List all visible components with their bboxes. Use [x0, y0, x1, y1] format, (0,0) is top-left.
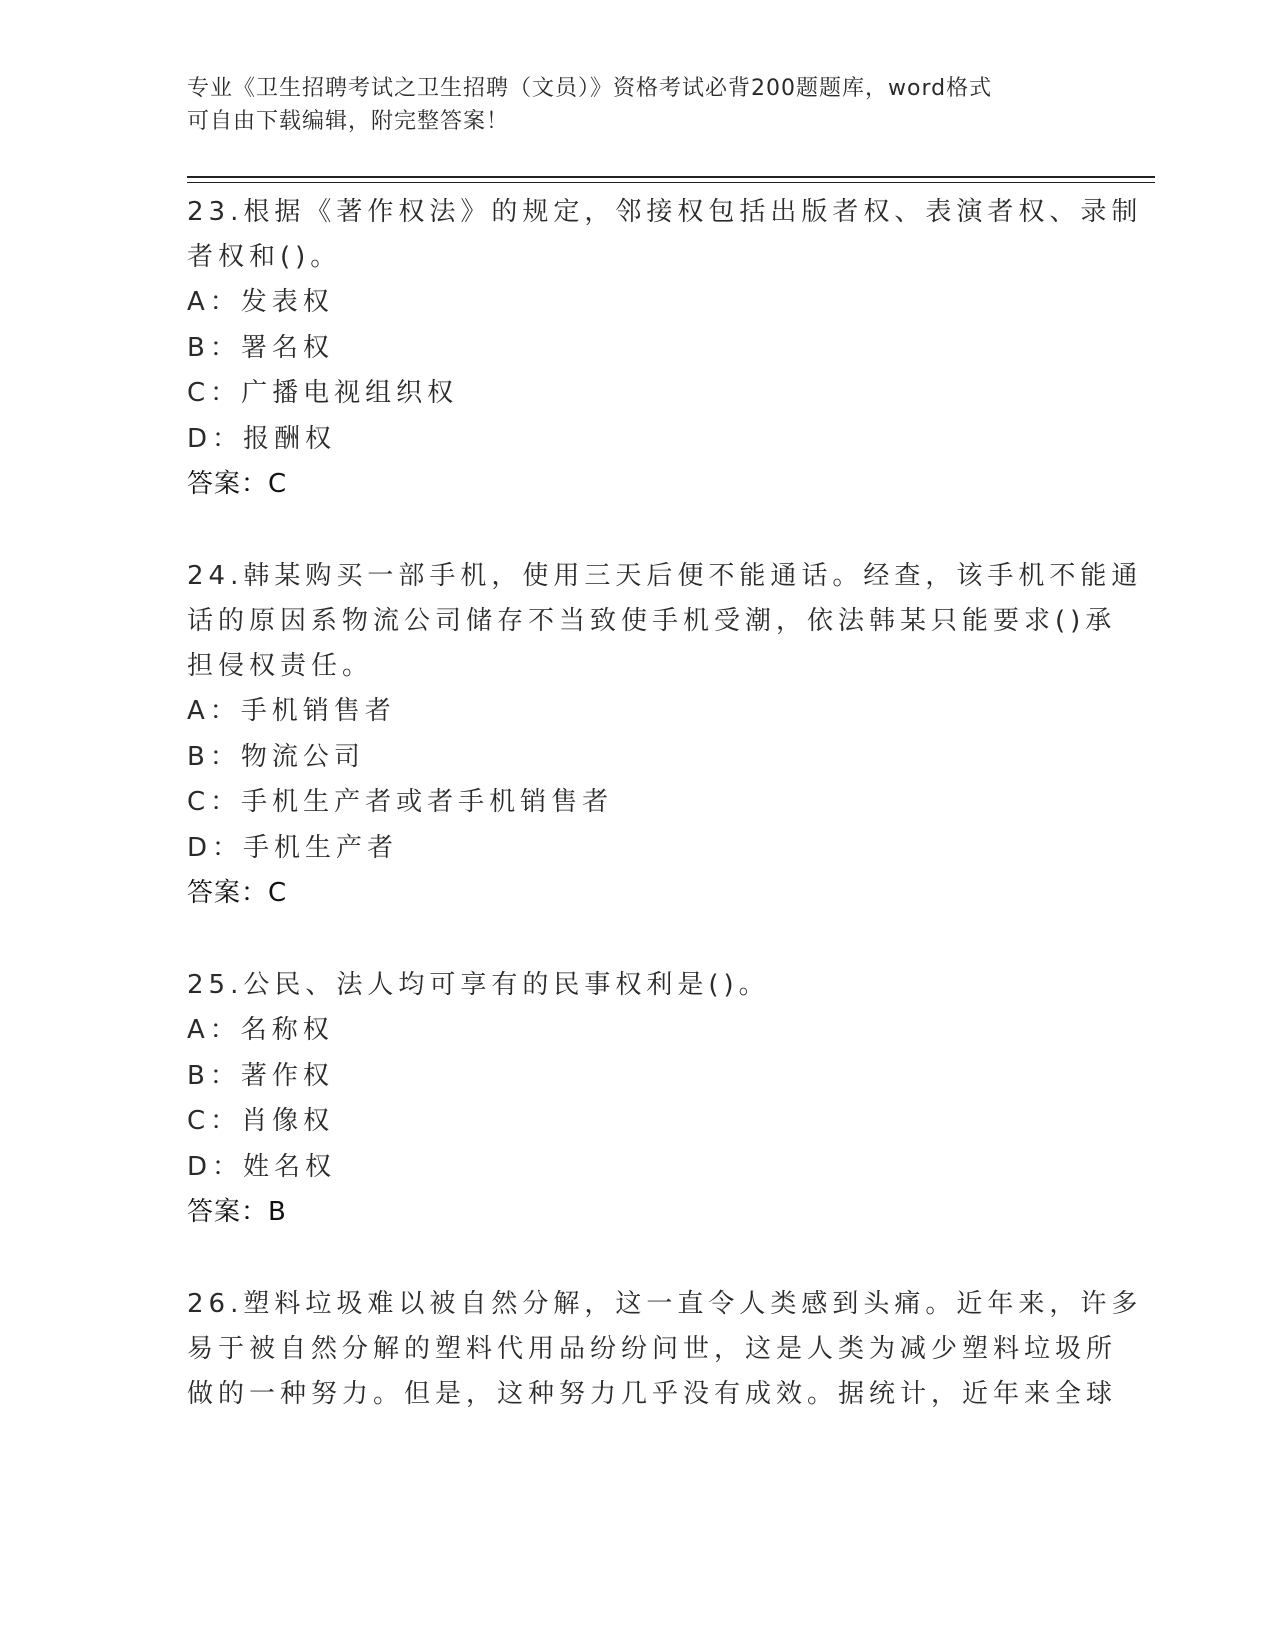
- option-a: A：名称权: [187, 1015, 334, 1045]
- option-d: D：手机生产者: [187, 832, 399, 863]
- option-b: B：署名权: [187, 332, 334, 363]
- option-a: A：发表权: [187, 287, 334, 317]
- header-divider-thick: [187, 176, 1155, 178]
- question-23: [187, 190, 1143, 507]
- option-d: D：姓名权: [187, 1151, 337, 1182]
- option-c: C：手机生产者或者手机销售者: [187, 787, 614, 817]
- answer-text: 答案：C: [187, 469, 288, 499]
- question-text: 26.塑料垃圾难以被自然分解，这一直令人类感到头痛。近年来，许多: [187, 1289, 1143, 1319]
- question-text: 担侵权责任。: [187, 651, 374, 681]
- option-b: B：物流公司: [187, 741, 365, 772]
- question-text: 做的一种努力。但是，这种努力几乎没有成效。据统计，近年来全球: [187, 1379, 1118, 1409]
- header-line: 可自由下载编辑，附完整答案！: [187, 109, 510, 134]
- header-divider-thin: [187, 182, 1155, 183]
- question-26: [187, 1282, 1143, 1417]
- question-text: 23.根据《著作权法》的规定，邻接权包括出版者权、表演者权、录制: [187, 197, 1143, 227]
- question-text: 者权和()。: [187, 242, 342, 272]
- header-line: 专业《卫生招聘考试之卫生招聘（文员）》资格考试必背200题题库，word格式: [187, 76, 993, 101]
- question-text: 24.韩某购买一部手机，使用三天后便不能通话。经查，该手机不能通: [187, 561, 1143, 591]
- question-text: 25.公民、法人均可享有的民事权利是()。: [187, 970, 770, 1000]
- option-c: C：广播电视组织权: [187, 378, 459, 408]
- question-list: [187, 190, 1143, 1417]
- question-24: [187, 554, 1143, 916]
- answer-text: 答案：B: [187, 1197, 287, 1227]
- answer-text: 答案：C: [187, 878, 288, 908]
- option-b: B：著作权: [187, 1060, 334, 1091]
- question-25: [187, 963, 1087, 1235]
- option-d: D：报酬权: [187, 423, 337, 454]
- document-header: [187, 72, 1067, 138]
- question-text: 易于被自然分解的塑料代用品纷纷问世，这是人类为减少塑料垃圾所: [187, 1334, 1118, 1364]
- option-c: C：肖像权: [187, 1106, 335, 1136]
- option-a: A：手机销售者: [187, 696, 396, 726]
- question-text: 话的原因系物流公司储存不当致使手机受潮，依法韩某只能要求()承: [187, 606, 1117, 636]
